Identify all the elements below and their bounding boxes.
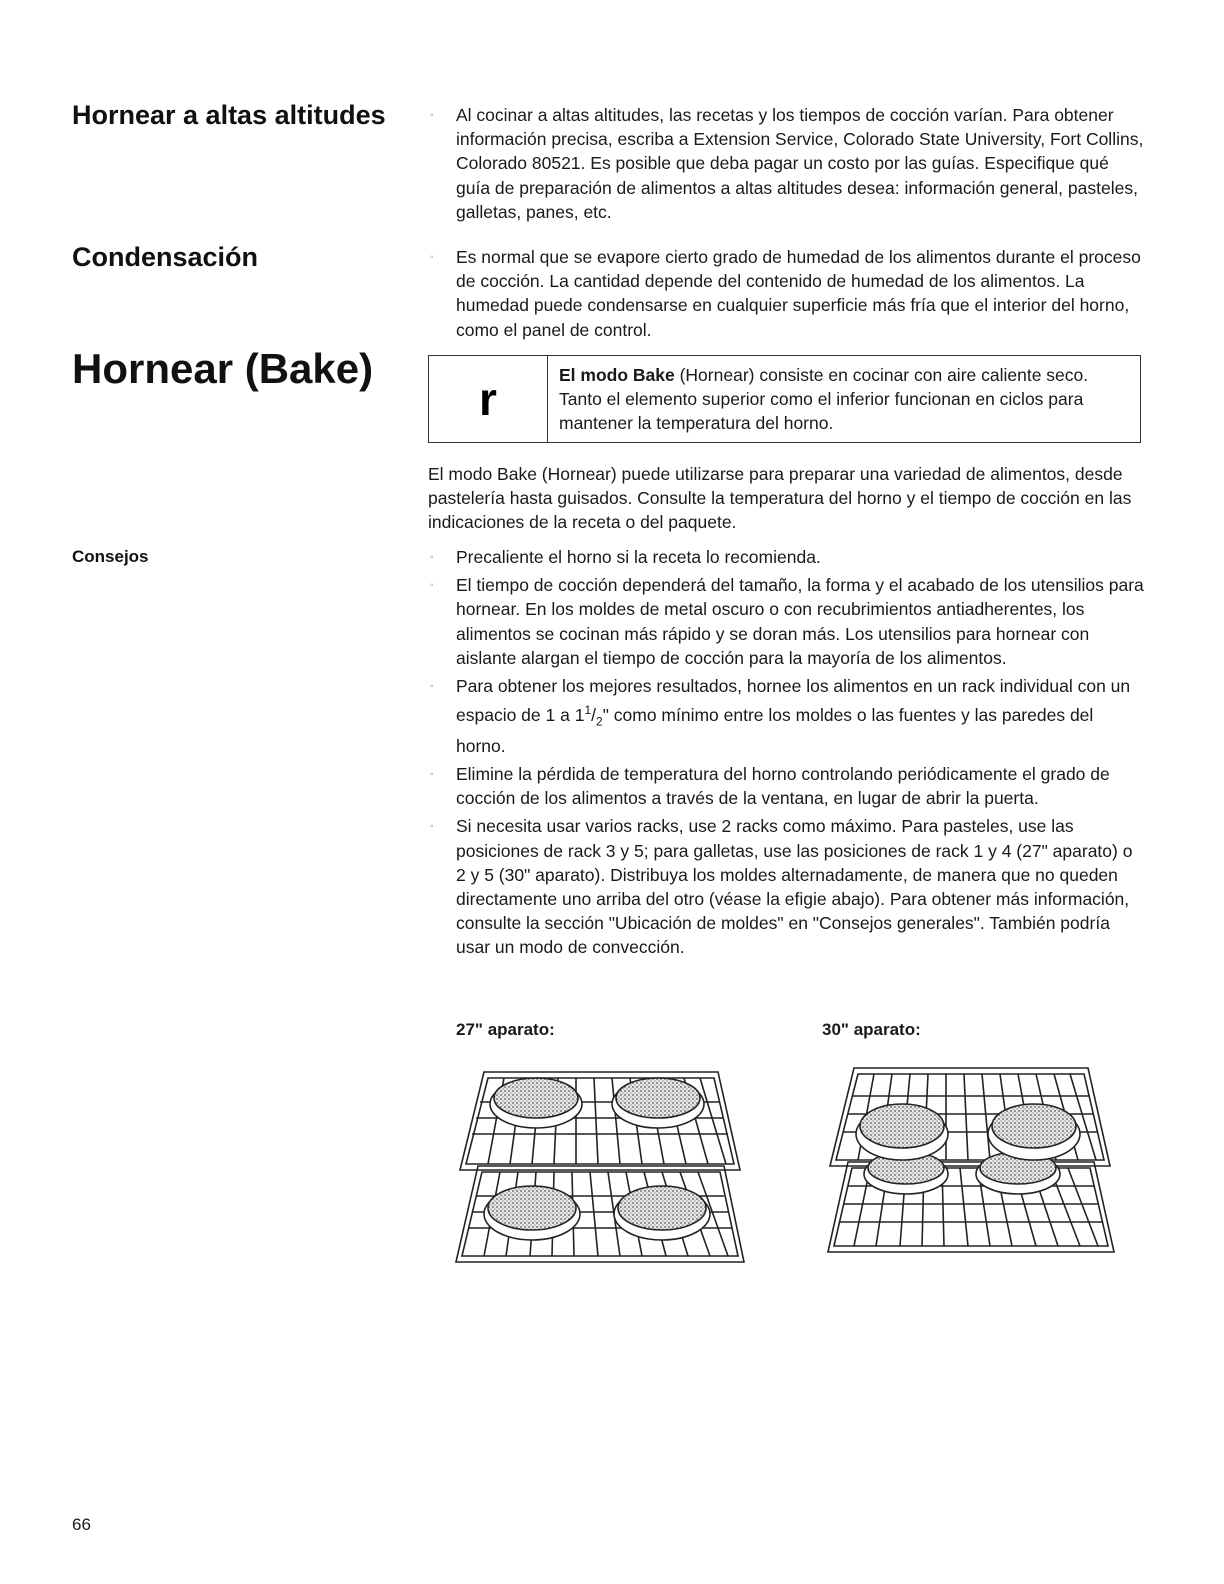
bullet-icon: ◦: [430, 252, 434, 263]
tip-text: [456, 676, 1130, 756]
pan-upper-right: [612, 1078, 704, 1128]
bullet-icon: ◦: [430, 768, 434, 780]
list-item: [430, 674, 1145, 758]
figure-label-27: 27" aparato:: [456, 1020, 555, 1039]
rack-illustration-27: [452, 1062, 752, 1268]
figure-label-30: 30" aparato:: [822, 1020, 921, 1039]
bake-mode-note: [428, 355, 1141, 443]
list-item: [430, 245, 1145, 342]
bullet-icon: ◦: [430, 552, 434, 563]
heading-high-altitude: Hornear a altas altitudes: [72, 100, 386, 130]
list-item: [430, 814, 1145, 959]
fraction-slash: /: [591, 705, 596, 726]
tips-list: [430, 545, 1145, 964]
list-item: [430, 762, 1145, 810]
pan-upper-left: [856, 1104, 948, 1160]
list-item: [430, 103, 1145, 224]
note-text: [548, 356, 1140, 442]
tip-text-a: Para obtener los mejores resultados, hornee los alimentos en un rack individual con un espacio de 1 a 1: [456, 676, 1131, 726]
tip-text: Elimine la pérdida de temperatura del horno controlando periódicamente el grado de cocción de los alimentos a través de la ventana, en lugar de abrir la puerta.: [456, 763, 1110, 809]
tip-text: El tiempo de cocción dependerá del tamaño, la forma y el acabado de los utensilios para hornear. En los moldes de metal oscuro o con recubrimientos antiadherentes, los alimentos se cocinan más rápido y se doran más. Los utensilios para hornear con aislante alargan el tiempo de cocción para la mayoría de los alimentos.: [456, 575, 1144, 668]
high-altitude-section: [430, 103, 1145, 228]
bullet-icon: ◦: [430, 821, 434, 833]
bullet-icon: ◦: [430, 110, 434, 121]
pan-lower-left: [484, 1186, 580, 1240]
tip-text: Si necesita usar varios racks, use 2 racks como máximo. Para pasteles, use las posiciones de rack 3 y 5; para galletas, use las posiciones de rack 1 y 4 (27" aparato) o 2 y 5 (30" aparato). Distribuya los moldes alternadamente, de manera que no queden directamente uno arriba del otro (véase la efigie abajo). Para obtener más información, consulte la sección "Ubicación de moldes" en "Consejos generales". También podría usar un modo de convección.: [456, 816, 1133, 958]
list-item: [430, 573, 1145, 670]
fraction-numerator: 1: [584, 703, 592, 718]
pan-upper-left: [490, 1078, 582, 1128]
bullet-icon: ◦: [430, 681, 434, 693]
condensation-text: Es normal que se evapore cierto grado de humedad de los alimentos durante el proceso de cocción. La cantidad depende del contenido de humedad de los alimentos. La humedad puede condensarse en cualquier superficie más fría que el interior del horno, como el panel de control.: [456, 247, 1141, 340]
heading-bake: Hornear (Bake): [72, 345, 374, 392]
note-rest: (Hornear) consiste en cocinar con aire caliente seco. Tanto el elemento superior como el inferior funcionan en ciclos para mantener la temperatura del horno.: [559, 365, 1089, 433]
heading-tips: Consejos: [72, 547, 149, 566]
pan-upper-right: [988, 1104, 1080, 1160]
note-icon-cell: [429, 356, 548, 442]
bake-paragraph: El modo Bake (Hornear) puede utilizarse para preparar una variedad de alimentos, desde pastelería hasta guisados. Consulte la temperatura del horno y el tiempo de cocción en las indicaciones de la receta o del paquete.: [428, 464, 1132, 533]
bake-mode-icon: r: [479, 373, 497, 425]
note-bold: El modo Bake: [559, 365, 675, 385]
heading-condensation: Condensación: [72, 242, 259, 272]
tip-text: Precaliente el horno si la receta lo recomienda.: [456, 547, 821, 567]
list-item: [430, 545, 1145, 569]
condensation-section: [430, 245, 1145, 346]
pan-lower-right: [614, 1186, 710, 1240]
rack-illustration-30: [826, 1062, 1116, 1256]
fraction-denominator: 2: [596, 714, 603, 729]
tip-text-b: " como mínimo entre los moldes o las fuentes y las paredes del horno.: [456, 705, 1094, 756]
bullet-icon: ◦: [430, 580, 434, 592]
page-number: 66: [72, 1515, 91, 1534]
high-altitude-text: Al cocinar a altas altitudes, las recetas y los tiempos de cocción varían. Para obtener información precisa, escriba a Extension Service, Colorado State University, Fort Collins, Colorado 80521. Es posible que deba pagar un costo por las guías. Especifique qué guía de preparación de alimentos a altas altitudes desea: información general, pasteles, galletas, panes, etc.: [456, 105, 1144, 222]
